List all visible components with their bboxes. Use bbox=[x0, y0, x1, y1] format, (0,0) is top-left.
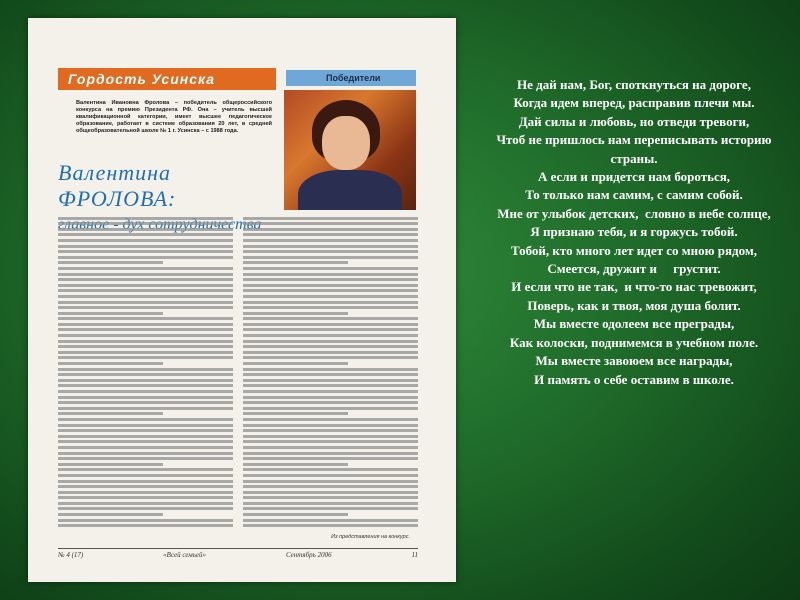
text-line bbox=[58, 429, 233, 432]
text-line bbox=[58, 289, 233, 292]
text-line bbox=[243, 513, 348, 516]
text-line bbox=[243, 222, 418, 225]
text-line bbox=[58, 295, 233, 298]
portrait-photo bbox=[284, 90, 416, 210]
text-line bbox=[243, 457, 418, 460]
text-line bbox=[58, 480, 233, 483]
text-line bbox=[243, 463, 348, 466]
poem-line: Когда идем вперед, расправив плечи мы. bbox=[513, 95, 755, 111]
poem-line: И память о себе оставим в школе. bbox=[534, 371, 734, 387]
text-line bbox=[58, 384, 233, 387]
text-line bbox=[58, 267, 233, 270]
text-line bbox=[58, 440, 233, 443]
text-line bbox=[58, 328, 233, 331]
text-line bbox=[243, 312, 348, 315]
text-line bbox=[58, 396, 233, 399]
text-line bbox=[243, 496, 418, 499]
magazine-content bbox=[58, 68, 418, 563]
text-line bbox=[243, 429, 418, 432]
text-line bbox=[243, 345, 418, 348]
text-line bbox=[243, 356, 418, 359]
poem-line: Как колоски, поднимемся в учебном поле. bbox=[509, 334, 759, 350]
text-line bbox=[243, 474, 418, 477]
magazine-footer bbox=[58, 548, 418, 563]
text-line bbox=[58, 524, 233, 527]
poem-line: Мы вместе одолеем все преграды, bbox=[533, 316, 735, 332]
text-line bbox=[58, 412, 163, 415]
text-line bbox=[58, 368, 233, 371]
text-line bbox=[243, 334, 418, 337]
poem-line: И если что не так, и что-то нас тревожит, bbox=[511, 279, 757, 295]
text-line bbox=[243, 217, 418, 220]
magazine-page bbox=[28, 18, 456, 582]
text-line bbox=[243, 390, 418, 393]
text-line bbox=[243, 368, 418, 371]
text-line bbox=[58, 245, 233, 248]
text-line bbox=[243, 524, 418, 527]
text-line bbox=[243, 289, 418, 292]
article-body bbox=[58, 214, 418, 532]
portrait-body bbox=[298, 170, 402, 210]
text-line bbox=[243, 418, 418, 421]
poem-line: Тобой, кто много лет идет со мною рядом, bbox=[511, 242, 757, 258]
text-line bbox=[58, 284, 233, 287]
text-line bbox=[243, 328, 418, 331]
text-line bbox=[58, 312, 163, 315]
text-column-right bbox=[243, 214, 418, 532]
text-line bbox=[243, 396, 418, 399]
text-line bbox=[58, 301, 233, 304]
rubric-banner: Гордость Усинска bbox=[58, 68, 276, 90]
text-line bbox=[243, 340, 418, 343]
text-line bbox=[58, 418, 233, 421]
text-line bbox=[243, 362, 348, 365]
poem-line: Не дай нам, Бог, споткнуться на дороге, bbox=[517, 77, 751, 92]
text-line bbox=[243, 435, 418, 438]
text-line bbox=[243, 295, 418, 298]
text-line bbox=[58, 334, 233, 337]
text-line bbox=[58, 256, 233, 259]
text-line bbox=[58, 407, 233, 410]
text-line bbox=[58, 491, 233, 494]
text-line bbox=[58, 340, 233, 343]
poem-line: Чтоб не пришлось нам переписывать историю страны. bbox=[496, 132, 775, 166]
text-line bbox=[58, 513, 163, 516]
text-line bbox=[243, 379, 418, 382]
text-line bbox=[58, 222, 233, 225]
text-line bbox=[243, 384, 418, 387]
section-label: Победители bbox=[286, 70, 416, 86]
poem-line: Мне от улыбок детских, словно в небе солнце, bbox=[497, 205, 771, 221]
text-line bbox=[58, 250, 233, 253]
text-line bbox=[243, 373, 418, 376]
text-line bbox=[58, 446, 233, 449]
text-column-left bbox=[58, 214, 233, 532]
text-line bbox=[243, 485, 418, 488]
footer-title: «Всей семьей» bbox=[163, 551, 207, 559]
text-line bbox=[58, 278, 233, 281]
text-line bbox=[243, 301, 418, 304]
footer-issue: № 4 (17) bbox=[58, 551, 84, 559]
poem-line: Мы вместе завоюем все награды, bbox=[535, 353, 733, 369]
headline-name: Валентина ФРОЛОВА: bbox=[58, 160, 177, 211]
text-line bbox=[243, 306, 418, 309]
text-line bbox=[243, 245, 418, 248]
text-line bbox=[243, 239, 418, 242]
text-line bbox=[243, 256, 418, 259]
text-line bbox=[58, 452, 233, 455]
text-line bbox=[58, 507, 233, 510]
text-line bbox=[243, 267, 418, 270]
text-line bbox=[58, 362, 163, 365]
text-line bbox=[243, 502, 418, 505]
poem-line: Поверь, как и твоя, моя душа болит. bbox=[527, 297, 741, 313]
text-line bbox=[58, 424, 233, 427]
text-line bbox=[243, 519, 418, 522]
text-line bbox=[58, 217, 233, 220]
text-line bbox=[58, 233, 233, 236]
poem-line: А если и придется нам бороться, bbox=[537, 169, 731, 185]
text-line bbox=[243, 507, 418, 510]
text-line bbox=[243, 250, 418, 253]
text-line bbox=[58, 463, 163, 466]
text-line bbox=[243, 278, 418, 281]
text-line bbox=[243, 440, 418, 443]
article-credit: Из представления на конкурс. bbox=[331, 534, 410, 540]
text-line bbox=[58, 345, 233, 348]
text-line bbox=[58, 468, 233, 471]
text-line bbox=[58, 457, 233, 460]
text-line bbox=[58, 239, 233, 242]
text-line bbox=[58, 390, 233, 393]
poem-line: Я признаю тебя, и я горжусь тобой. bbox=[530, 224, 738, 240]
text-line bbox=[58, 273, 233, 276]
text-line bbox=[58, 317, 233, 320]
text-line bbox=[243, 233, 418, 236]
text-line bbox=[243, 407, 418, 410]
text-line bbox=[243, 228, 418, 231]
text-line bbox=[243, 261, 348, 264]
text-line bbox=[58, 519, 233, 522]
text-line bbox=[243, 317, 418, 320]
text-line bbox=[58, 228, 233, 231]
text-line bbox=[243, 323, 418, 326]
footer-page: 11 bbox=[411, 551, 418, 559]
text-line bbox=[243, 468, 418, 471]
text-line bbox=[58, 496, 233, 499]
text-line bbox=[243, 424, 418, 427]
text-line bbox=[58, 379, 233, 382]
text-line bbox=[58, 356, 233, 359]
text-line bbox=[58, 401, 233, 404]
footer-date: Сентябрь 2006 bbox=[285, 551, 332, 559]
text-line bbox=[58, 261, 163, 264]
portrait-face bbox=[322, 116, 370, 170]
text-line bbox=[243, 412, 348, 415]
poem-line: Дай силы и любовь, но отведи тревоги, bbox=[518, 113, 750, 129]
text-line bbox=[58, 502, 233, 505]
text-line bbox=[243, 273, 418, 276]
text-line bbox=[58, 373, 233, 376]
text-line bbox=[243, 351, 418, 354]
text-line bbox=[58, 306, 233, 309]
text-line bbox=[243, 480, 418, 483]
text-line bbox=[243, 401, 418, 404]
poem-text bbox=[476, 76, 792, 389]
text-line bbox=[58, 351, 233, 354]
text-line bbox=[243, 452, 418, 455]
text-line bbox=[58, 323, 233, 326]
text-line bbox=[243, 446, 418, 449]
article-intro: Валентина Ивановна Фролова – победитель общероссийского конкурса на премию Президента РФ. Она – учитель высшей квалификационной категории, имеет высшее педагогическое образование, работает в системе образования 20 лет, в средней общеобразовательной школе № 1 г. Усинска – с 1988 года. bbox=[76, 100, 272, 134]
poem-line: То только нам самим, с самим собой. bbox=[525, 187, 743, 203]
text-line bbox=[58, 485, 233, 488]
text-line bbox=[58, 474, 233, 477]
poem-line: Смеется, дружит и грустит. bbox=[547, 261, 721, 277]
text-line bbox=[58, 435, 233, 438]
text-line bbox=[243, 491, 418, 494]
text-line bbox=[243, 284, 418, 287]
